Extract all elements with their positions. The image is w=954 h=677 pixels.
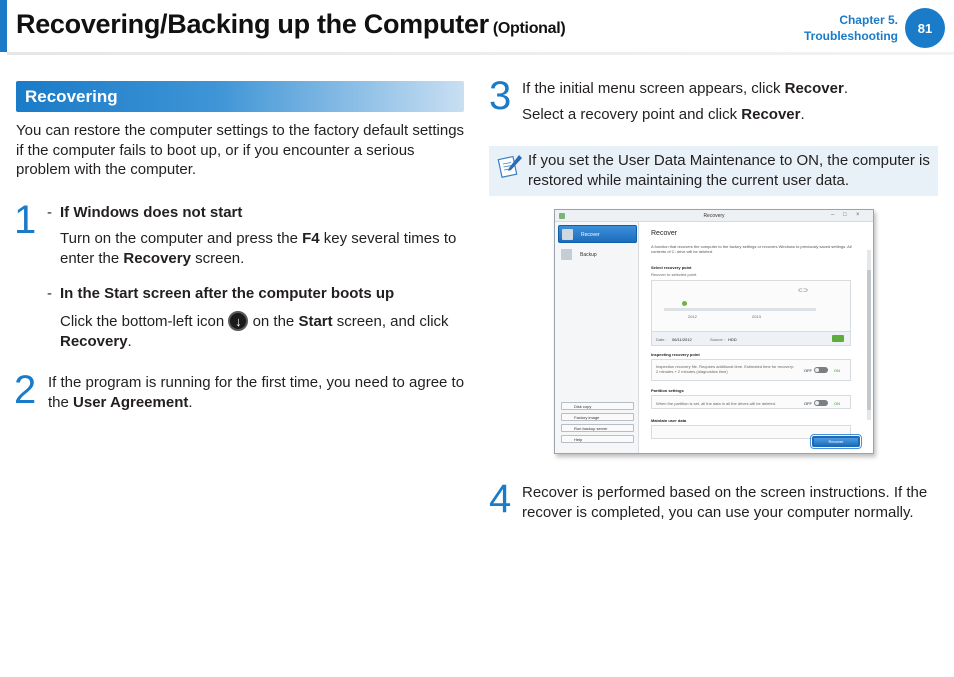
timeline-box[interactable] <box>651 280 851 346</box>
app-sidebar <box>555 222 639 454</box>
step-3-line-2: Select a recovery point and click Recover. <box>522 106 805 123</box>
nav-backup[interactable] <box>558 246 637 264</box>
date-value: 06/11/2012 <box>672 337 692 342</box>
main-heading: Recover <box>651 230 678 237</box>
intro-paragraph: You can restore the computer settings to the factory default settings if the computer fails to boot up, or if you encounter a serious problem with the computer. <box>16 122 465 178</box>
source-label: Source : <box>710 337 725 342</box>
app-titlebar <box>555 210 873 222</box>
date-label: Date : <box>656 337 667 342</box>
start-arrow-down-icon <box>228 311 248 331</box>
app-recover-button[interactable]: Recover <box>812 436 860 447</box>
main-description: A function that recovers the computer to the factory settings or recovers Windows to previously saved settings. All contents of C: drive will be deleted. <box>651 244 852 254</box>
maximize-icon[interactable]: □ <box>843 212 847 218</box>
step-4-text: Recover is performed based on the screen instructions. If the recover is completed, you can use your computer normally. <box>522 484 928 521</box>
chapter-name: Troubleshooting <box>804 29 898 43</box>
recover-point-caption: Recover to selected point. <box>651 272 698 277</box>
step-1b-dash: - <box>47 285 52 302</box>
partition-text: When the partition is set, all the data in all the drives will be deleted. <box>656 401 777 406</box>
step-1a-title: If Windows does not start <box>60 204 243 221</box>
step-1a-dash: - <box>47 204 52 221</box>
step-1a-text: Turn on the computer and press the F4 key several times to enter the Recovery screen. <box>60 230 457 267</box>
tape-drive-icon: ⊂⊃ <box>798 288 809 294</box>
nav-recover-label: Recover <box>581 232 600 238</box>
green-drive-icon <box>832 335 844 342</box>
timeline-track[interactable] <box>664 308 816 311</box>
select-point-label: Select recovery point <box>651 265 692 270</box>
inspect-text: Inspection recovery file. Requires additional time. Estimated time for recovery: 2 minutes + 2 minutes (diagnostics time) <box>656 364 795 374</box>
minimize-icon[interactable]: – <box>831 212 835 218</box>
inspect-toggle[interactable] <box>814 367 828 373</box>
timeline-year-b: 2013 <box>752 314 761 319</box>
inspect-off-label: OFF <box>804 368 812 373</box>
run-backup-server-button[interactable]: Run backup server <box>561 424 634 432</box>
help-button[interactable]: Help <box>561 435 634 443</box>
header-divider <box>7 52 954 55</box>
app-main-panel <box>645 222 865 454</box>
step-3-line-1: If the initial menu screen appears, click Recover. <box>522 80 848 97</box>
page-title-optional: (Optional) <box>492 20 566 37</box>
app-window-title: Recovery <box>703 213 725 219</box>
partition-toggle[interactable] <box>814 400 828 406</box>
note-box <box>489 146 938 196</box>
page-number-badge: 81 <box>905 8 945 48</box>
step-2-number: 2 <box>14 368 37 412</box>
timeline-info-bar <box>652 331 850 345</box>
step-2-text: If the program is running for the first time, you need to agree to the User Agreement. <box>48 374 465 411</box>
step-4-number: 4 <box>489 477 512 521</box>
step-1b-title: In the Start screen after the computer boots up <box>60 285 395 302</box>
header-accent-bar <box>0 0 7 52</box>
nav-backup-label: Backup <box>580 252 597 258</box>
page-title-text: Recovering/Backing up the Computer <box>16 9 489 39</box>
inspect-label: Inspecting recovery point <box>651 352 700 357</box>
step-1b-text: Click the bottom-left icon ↓ on the Start screen, and click Recovery. <box>60 311 465 352</box>
inspect-box <box>651 359 851 381</box>
note-pencil-icon <box>497 153 523 179</box>
partition-label: Partition settings <box>651 388 684 393</box>
chapter-number: Chapter 5. <box>839 13 898 27</box>
inspect-on-label: ON <box>834 368 840 373</box>
partition-on-label: ON <box>834 401 840 406</box>
partition-off-label: OFF <box>804 401 812 406</box>
timeline-year-a: 2012 <box>688 314 697 319</box>
factory-image-button[interactable]: Factory image <box>561 413 634 421</box>
recovery-app-screenshot <box>554 209 874 454</box>
timeline-pin-icon[interactable] <box>682 301 687 306</box>
backup-nav-icon <box>561 249 572 260</box>
source-value: HDD <box>728 337 737 342</box>
nav-recover[interactable] <box>558 225 637 243</box>
close-icon[interactable]: × <box>856 212 860 218</box>
step-1-number: 1 <box>14 198 37 242</box>
app-scrollbar[interactable] <box>867 250 871 420</box>
section-heading: Recovering <box>25 87 118 106</box>
page-title <box>16 9 565 40</box>
note-text: If you set the User Data Maintenance to ON, the computer is restored while maintaining the current user data. <box>528 152 930 189</box>
maintain-user-data-label: Maintain user data <box>651 418 687 423</box>
chapter-label <box>804 12 898 44</box>
step-3-number: 3 <box>489 74 512 118</box>
partition-box <box>651 395 851 409</box>
disk-copy-button[interactable]: Disk copy <box>561 402 634 410</box>
section-heading-bar <box>16 81 464 112</box>
recover-nav-icon <box>562 229 573 240</box>
